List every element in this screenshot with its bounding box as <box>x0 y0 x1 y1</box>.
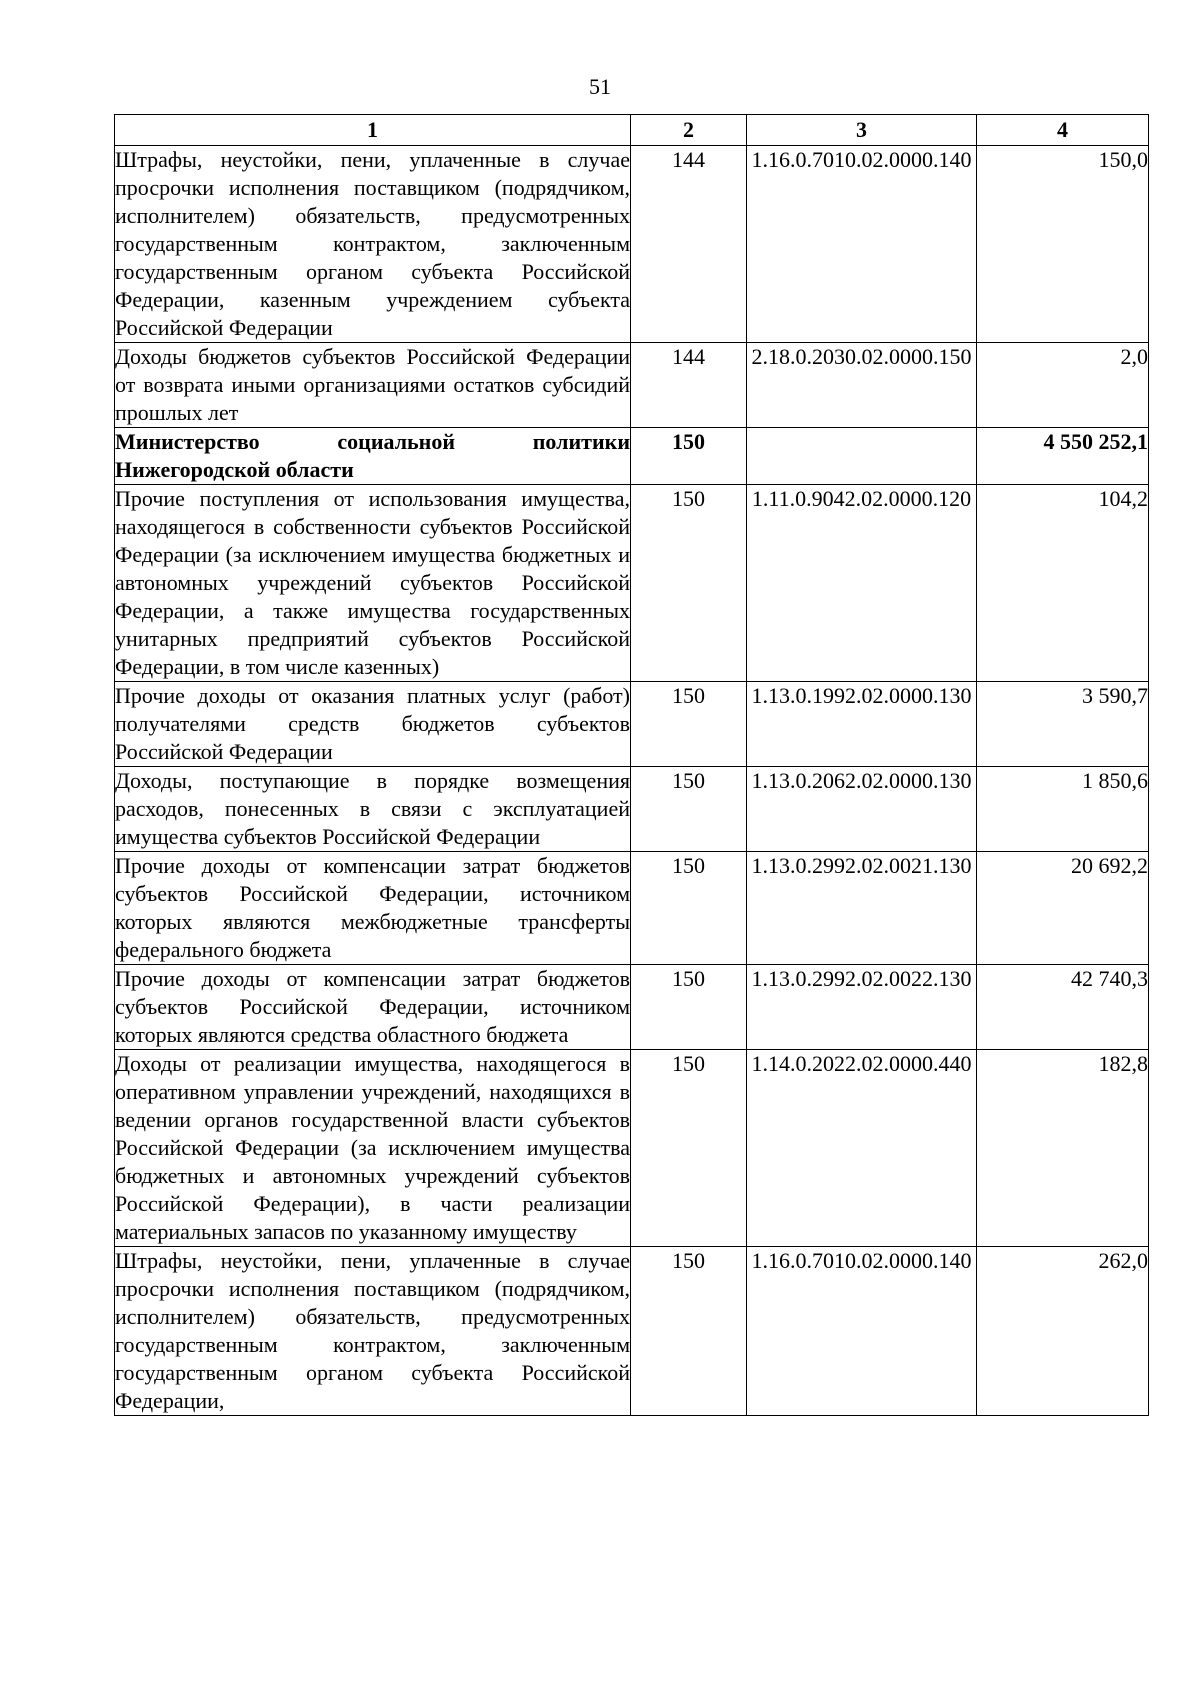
row-amount: 4 550 252,1 <box>977 428 1149 485</box>
row-description: Штрафы, неустойки, пени, уплаченные в случае просрочки исполнения поставщиком (подрядчиком, исполнителем) обязательств, предусмотренных государственным контрактом, заключенным государственным органом субъекта Российской Федерации, <box>115 1247 631 1416</box>
row-amount: 1 850,6 <box>977 767 1149 852</box>
row-budget-code: 1.13.0.2992.02.0022.130 <box>747 965 977 1050</box>
row-budget-code: 1.16.0.7010.02.0000.140 <box>747 146 977 343</box>
row-amount: 182,8 <box>977 1050 1149 1247</box>
table-row <box>115 1247 1149 1416</box>
row-description: Прочие поступления от использования имущества, находящегося в собственности субъектов Российской Федерации (за исключением имущества бюджетных и автономных учреждений субъектов Российской Федерации, а также имущества государственных унитарных предприятий субъектов Российской Федерации, в том числе казенных) <box>115 485 631 682</box>
row-amount: 262,0 <box>977 1247 1149 1416</box>
row-admin-code: 150 <box>631 682 747 767</box>
row-description: Штрафы, неустойки, пени, уплаченные в случае просрочки исполнения поставщиком (подрядчиком, исполнителем) обязательств, предусмотренных государственным контрактом, заключенным государственным органом субъекта Российской Федерации, казенным учреждением субъекта Российской Федерации <box>115 146 631 343</box>
row-admin-code: 150 <box>631 852 747 965</box>
column-header: 2 <box>631 115 747 146</box>
table-row <box>115 485 1149 682</box>
column-header: 1 <box>115 115 631 146</box>
table-row <box>115 343 1149 428</box>
row-amount: 2,0 <box>977 343 1149 428</box>
table-body <box>115 146 1149 1416</box>
row-amount: 150,0 <box>977 146 1149 343</box>
row-admin-code: 150 <box>631 485 747 682</box>
row-admin-code: 144 <box>631 146 747 343</box>
row-description: Доходы, поступающие в порядке возмещения расходов, понесенных в связи с эксплуатацией имущества субъектов Российской Федерации <box>115 767 631 852</box>
row-budget-code: 1.14.0.2022.02.0000.440 <box>747 1050 977 1247</box>
page-number: 51 <box>589 74 611 99</box>
row-budget-code: 1.11.0.9042.02.0000.120 <box>747 485 977 682</box>
revenue-table <box>114 114 1149 1416</box>
row-admin-code: 150 <box>631 1247 747 1416</box>
table-row <box>115 146 1149 343</box>
row-description: Министерство социальной политики Нижегородской области <box>115 428 631 485</box>
table-row <box>115 852 1149 965</box>
row-budget-code: 2.18.0.2030.02.0000.150 <box>747 343 977 428</box>
row-budget-code <box>747 428 977 485</box>
table-row-ministry <box>115 428 1149 485</box>
row-budget-code: 1.16.0.7010.02.0000.140 <box>747 1247 977 1416</box>
row-amount: 20 692,2 <box>977 852 1149 965</box>
row-budget-code: 1.13.0.2062.02.0000.130 <box>747 767 977 852</box>
row-admin-code: 150 <box>631 1050 747 1247</box>
row-description: Доходы бюджетов субъектов Российской Федерации от возврата иными организациями остатков субсидий прошлых лет <box>115 343 631 428</box>
column-header: 3 <box>747 115 977 146</box>
row-admin-code: 150 <box>631 428 747 485</box>
row-description: Прочие доходы от оказания платных услуг (работ) получателями средств бюджетов субъектов Российской Федерации <box>115 682 631 767</box>
row-budget-code: 1.13.0.2992.02.0021.130 <box>747 852 977 965</box>
row-admin-code: 150 <box>631 767 747 852</box>
table-row <box>115 682 1149 767</box>
column-number-row <box>115 115 1149 146</box>
table-row <box>115 1050 1149 1247</box>
row-budget-code: 1.13.0.1992.02.0000.130 <box>747 682 977 767</box>
table-row <box>115 767 1149 852</box>
row-amount: 104,2 <box>977 485 1149 682</box>
row-amount: 42 740,3 <box>977 965 1149 1050</box>
column-header: 4 <box>977 115 1149 146</box>
row-description: Доходы от реализации имущества, находящегося в оперативном управлении учреждений, находящихся в ведении органов государственной власти субъектов Российской Федерации (за исключением имущества бюджетных и автономных учреждений субъектов Российской Федерации), в части реализации материальных запасов по указанному имуществу <box>115 1050 631 1247</box>
row-description: Прочие доходы от компенсации затрат бюджетов субъектов Российской Федерации, источником которых являются средства областного бюджета <box>115 965 631 1050</box>
row-amount: 3 590,7 <box>977 682 1149 767</box>
table-row <box>115 965 1149 1050</box>
row-admin-code: 144 <box>631 343 747 428</box>
row-description: Прочие доходы от компенсации затрат бюджетов субъектов Российской Федерации, источником которых являются межбюджетные трансферты федерального бюджета <box>115 852 631 965</box>
row-admin-code: 150 <box>631 965 747 1050</box>
